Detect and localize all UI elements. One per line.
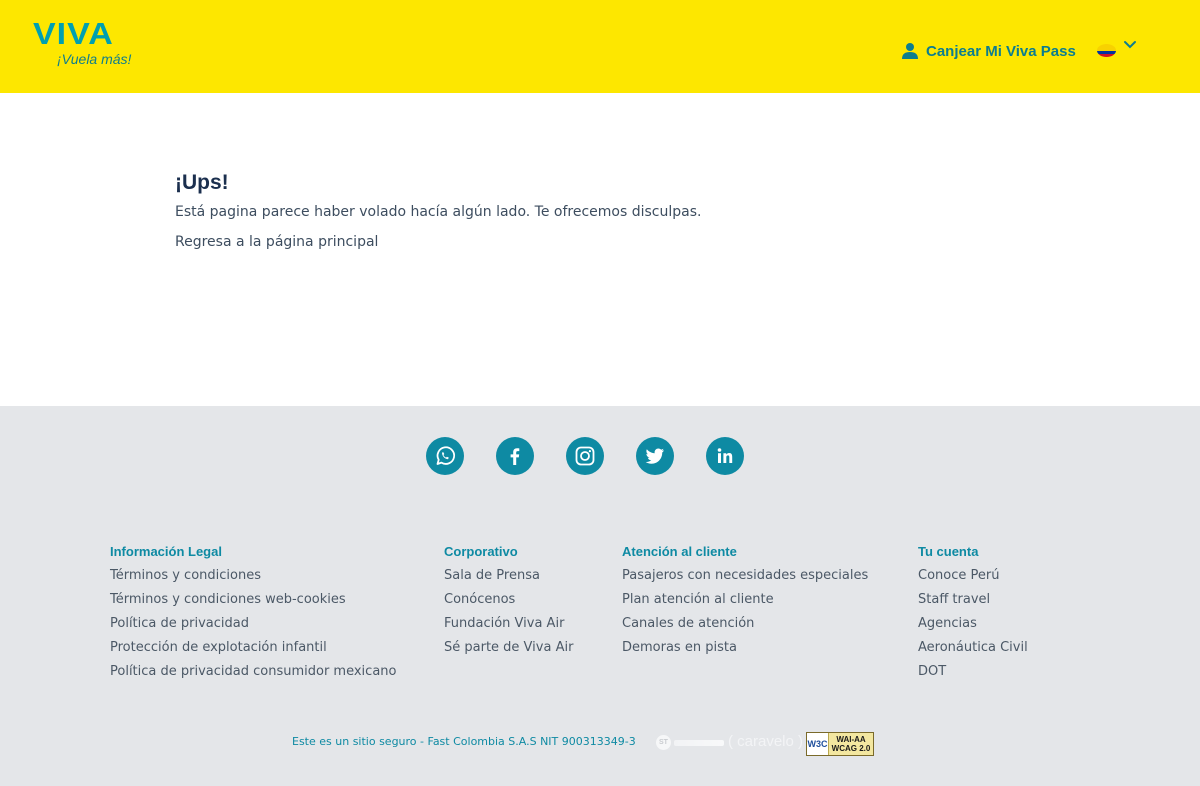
error-message: Está pagina parece haber volado hacía algún lado. Te ofrecemos disculpas. — [175, 204, 702, 220]
footer-link[interactable]: Protección de explotación infantil — [110, 640, 327, 655]
w3c-logo: W3C — [807, 733, 829, 755]
viva-logo[interactable] — [33, 18, 143, 72]
wai-aa-label: WAI-AA — [836, 735, 866, 744]
footer-link[interactable]: Aeronáutica Civil — [918, 640, 1028, 655]
footer-link[interactable]: Política de privacidad — [110, 616, 249, 631]
facebook-icon — [503, 444, 527, 468]
linkedin-icon — [713, 444, 737, 468]
footer-column-heading: Tu cuenta — [918, 544, 979, 559]
logo-tagline: ¡Vuela más! — [57, 51, 132, 67]
linkedin-button[interactable] — [706, 437, 744, 475]
footer-column-heading: Corporativo — [444, 544, 518, 559]
ssl-badge-text — [674, 740, 724, 746]
footer-link[interactable]: Conócenos — [444, 592, 516, 607]
site-footer — [0, 406, 1200, 786]
footer-column-legal — [110, 544, 396, 688]
instagram-button[interactable] — [566, 437, 604, 475]
footer-link[interactable]: Sé parte de Viva Air — [444, 640, 574, 655]
logo-wordmark: VIVA — [33, 16, 114, 52]
secure-site-notice: Este es un sitio seguro - Fast Colombia S.A.S NIT 900313349-3 — [292, 735, 636, 748]
wcag-label: WCAG 2.0 — [831, 744, 871, 753]
chevron-down-icon[interactable] — [1123, 40, 1137, 50]
twitter-icon — [643, 444, 667, 468]
ssl-seal-icon: ST — [656, 735, 671, 750]
footer-link[interactable]: DOT — [918, 664, 947, 679]
home-link[interactable]: Regresa a la página principal — [175, 234, 379, 250]
footer-column-account — [918, 544, 1028, 688]
twitter-button[interactable] — [636, 437, 674, 475]
footer-column-heading: Información Legal — [110, 544, 222, 559]
footer-link[interactable]: Política de privacidad consumidor mexicano — [110, 664, 397, 679]
footer-column-heading: Atención al cliente — [622, 544, 737, 559]
footer-link[interactable]: Canales de atención — [622, 616, 755, 631]
footer-link[interactable]: Staff travel — [918, 592, 991, 607]
footer-link[interactable]: Fundación Viva Air — [444, 616, 565, 631]
site-header — [0, 0, 1200, 93]
w3c-wcag-badge[interactable] — [806, 732, 874, 756]
footer-column-customer-service — [622, 544, 868, 664]
footer-link[interactable]: Términos y condiciones — [110, 568, 261, 583]
whatsapp-icon — [433, 444, 457, 468]
footer-link[interactable]: Sala de Prensa — [444, 568, 540, 583]
footer-link[interactable]: Agencias — [918, 616, 977, 631]
facebook-button[interactable] — [496, 437, 534, 475]
footer-link[interactable]: Pasajeros con necesidades especiales — [622, 568, 869, 583]
caravelo-logo: ( caravelo ) — [728, 733, 804, 750]
footer-link[interactable]: Plan atención al cliente — [622, 592, 774, 607]
error-title: ¡Ups! — [175, 171, 229, 194]
footer-link[interactable]: Conoce Perú — [918, 568, 1000, 583]
user-icon — [901, 42, 919, 60]
footer-column-corporate — [444, 544, 573, 664]
footer-link[interactable]: Demoras en pista — [622, 640, 737, 655]
error-content — [0, 93, 1200, 406]
viva-pass-link[interactable] — [901, 42, 1076, 60]
w3c-badge-text — [829, 733, 873, 755]
viva-pass-label: Canjear Mi Viva Pass — [926, 42, 1076, 60]
footer-link[interactable]: Términos y condiciones web-cookies — [110, 592, 346, 607]
ssl-badge — [656, 735, 724, 750]
colombia-flag-icon[interactable] — [1097, 44, 1116, 57]
instagram-icon — [573, 444, 597, 468]
whatsapp-button[interactable] — [426, 437, 464, 475]
